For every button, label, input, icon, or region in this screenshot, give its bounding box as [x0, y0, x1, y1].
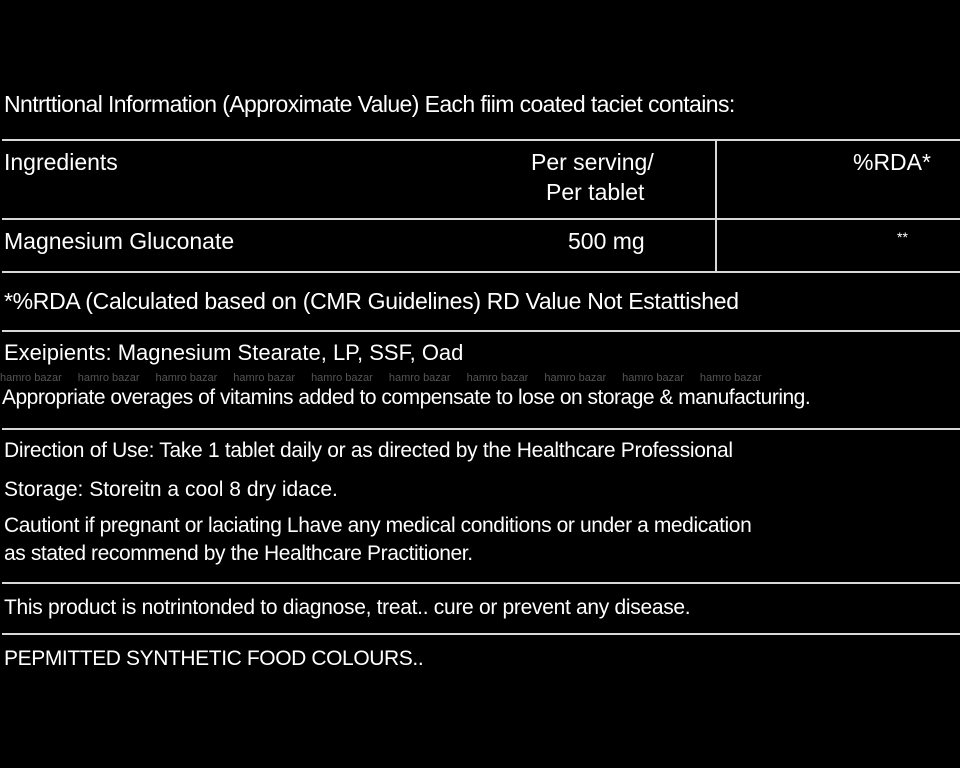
- watermark: hamro bazar: [622, 372, 684, 384]
- storage-text: Storage: Storeitn a cool 8 dry idace.: [4, 478, 338, 501]
- column-header-per-tablet: Per tablet: [546, 179, 645, 205]
- divider: [2, 633, 960, 635]
- divider: [2, 139, 960, 141]
- column-header-ingredients: Ingredients: [4, 149, 118, 175]
- column-header-rda: %RDA*: [853, 149, 931, 175]
- divider: [2, 218, 960, 220]
- watermark: hamro bazar: [155, 372, 218, 384]
- rda-footnote: *%RDA (Calculated based on (CMR Guidelines) RD Value Not Estattished: [4, 288, 739, 314]
- watermark: hamro bazar: [544, 372, 607, 384]
- watermark: hamro bazar: [311, 372, 373, 384]
- watermark-strip: [0, 372, 960, 386]
- column-divider: [715, 139, 717, 272]
- excipients-text: Exeipients: Magnesium Stearate, LP, SSF, Oad: [4, 340, 464, 365]
- caution-text-line1: Cautiont if pregnant or laciating Lhave any medical conditions or under a medication: [4, 514, 752, 537]
- ingredient-rda: **: [897, 229, 908, 245]
- divider: [2, 582, 960, 584]
- divider: [2, 271, 960, 273]
- caution-text-line2: as stated recommend by the Healthcare Practitioner.: [4, 542, 473, 565]
- disclaimer-text: This product is notrintonded to diagnose, treat.. cure or prevent any disease.: [4, 596, 691, 619]
- watermark: hamro bazar: [466, 372, 529, 384]
- divider: [2, 428, 960, 430]
- ingredient-name: Magnesium Gluconate: [4, 228, 235, 254]
- overages-text: Appropriate overages of vitamins added to compensate to lose on storage & manufacturing.: [2, 386, 811, 409]
- direction-of-use: Direction of Use: Take 1 tablet daily or as directed by the Healthcare Professional: [4, 439, 733, 462]
- permitted-colours-text: PEPMITTED SYNTHETIC FOOD COLOURS..: [4, 647, 424, 670]
- ingredient-amount: 500 mg: [568, 228, 645, 254]
- column-header-per-serving: Per serving/: [531, 149, 654, 175]
- watermark: hamro bazar: [77, 372, 140, 384]
- label-title: Nntrttional Information (Approximate Value) Each fiim coated taciet contains:: [4, 91, 735, 117]
- watermark: hamro bazar: [233, 372, 296, 384]
- divider: [2, 330, 960, 332]
- watermark: hamro bazar: [388, 372, 451, 384]
- watermark: hamro bazar: [699, 372, 762, 384]
- watermark: hamro bazar: [0, 372, 62, 384]
